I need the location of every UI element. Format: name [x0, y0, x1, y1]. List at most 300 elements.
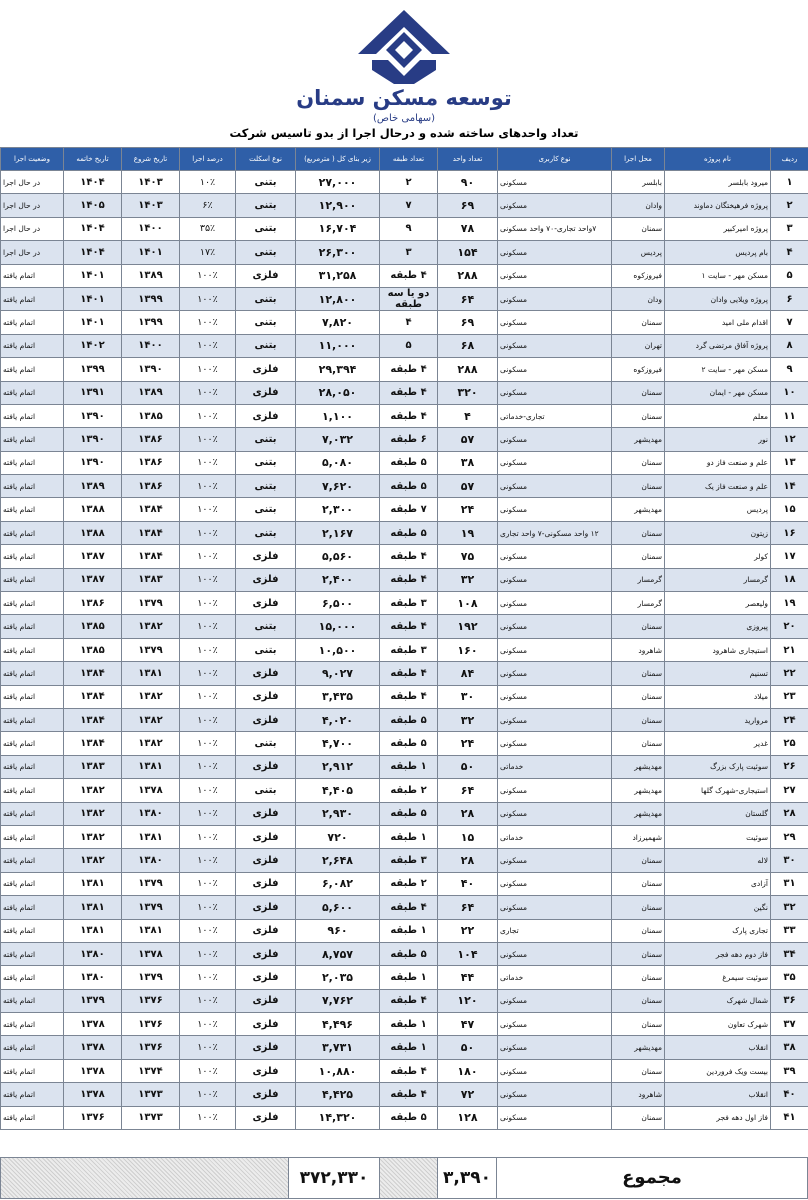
usage-type: تجاری-خدماتی	[498, 404, 612, 427]
progress-percent: ۱۰۰٪	[180, 1083, 236, 1106]
row-number: ۴	[771, 241, 808, 264]
status: اتمام یافته	[1, 872, 64, 895]
location: تهران	[612, 334, 665, 357]
location: سمنان	[612, 311, 665, 334]
progress-percent: ۶٪	[180, 194, 236, 217]
location: سمنان	[612, 966, 665, 989]
usage-type: مسکونی	[498, 428, 612, 451]
structure-type: بتنی	[236, 217, 296, 240]
start-year: ۱۴۰۰	[122, 217, 180, 240]
unit-count: ۲۴	[438, 498, 498, 521]
start-year: ۱۳۸۴	[122, 521, 180, 544]
table-row	[1, 802, 808, 825]
usage-type: مسکونی	[498, 568, 612, 591]
unit-count: ۷۵	[438, 545, 498, 568]
column-header: درصد اجرا	[180, 148, 236, 171]
row-number: ۱	[771, 171, 808, 194]
start-year: ۱۳۸۶	[122, 475, 180, 498]
table-row	[1, 755, 808, 778]
row-number: ۲۲	[771, 662, 808, 685]
progress-percent: ۱۰۰٪	[180, 732, 236, 755]
start-year: ۱۳۷۹	[122, 966, 180, 989]
usage-type: مسکونی	[498, 872, 612, 895]
usage-type: مسکونی	[498, 802, 612, 825]
location: سمنان	[612, 1059, 665, 1082]
column-header: تاریخ خاتمه	[64, 148, 122, 171]
table-row	[1, 428, 808, 451]
total-area: ۱۲,۹۰۰	[296, 194, 380, 217]
row-number: ۳۶	[771, 989, 808, 1012]
status: اتمام یافته	[1, 451, 64, 474]
total-area: ۹,۰۲۷	[296, 662, 380, 685]
table-row	[1, 615, 808, 638]
structure-type: بتنی	[236, 428, 296, 451]
column-header: زیر بنای کل ( مترمربع)	[296, 148, 380, 171]
project-name: میلاد	[665, 685, 771, 708]
floor-count: ۵ طبقه	[380, 475, 438, 498]
column-header: تعداد واحد	[438, 148, 498, 171]
column-header: نوع اسکلت	[236, 148, 296, 171]
totals-area: ۳۷۲,۳۳۰	[288, 1157, 380, 1199]
total-area: ۹۶۰	[296, 919, 380, 942]
project-name: انقلاب	[665, 1083, 771, 1106]
table-row	[1, 638, 808, 661]
total-area: ۷,۰۳۲	[296, 428, 380, 451]
total-area: ۳۱,۲۵۸	[296, 264, 380, 287]
floor-count: ۹	[380, 217, 438, 240]
project-name: مروارید	[665, 708, 771, 731]
floor-count: ۳ طبقه	[380, 849, 438, 872]
status: اتمام یافته	[1, 287, 64, 310]
row-number: ۱۳	[771, 451, 808, 474]
start-year: ۱۳۸۲	[122, 708, 180, 731]
progress-percent: ۱۰۰٪	[180, 568, 236, 591]
structure-type: فلزی	[236, 966, 296, 989]
row-number: ۲۳	[771, 685, 808, 708]
end-year: ۱۴۰۵	[64, 194, 122, 217]
start-year: ۱۴۰۱	[122, 241, 180, 264]
status: اتمام یافته	[1, 755, 64, 778]
floor-count: دو یا سه طبقه	[380, 287, 438, 310]
start-year: ۱۳۷۹	[122, 638, 180, 661]
unit-count: ۴۴	[438, 966, 498, 989]
table-row	[1, 287, 808, 310]
start-year: ۱۳۸۴	[122, 545, 180, 568]
progress-percent: ۱۰۰٪	[180, 685, 236, 708]
total-area: ۱۶,۷۰۴	[296, 217, 380, 240]
usage-type: مسکونی	[498, 241, 612, 264]
structure-type: بتنی	[236, 241, 296, 264]
end-year: ۱۳۷۸	[64, 1036, 122, 1059]
unit-count: ۱۰۸	[438, 592, 498, 615]
progress-percent: ۱۰۰٪	[180, 311, 236, 334]
structure-type: بتنی	[236, 311, 296, 334]
usage-type: مسکونی	[498, 638, 612, 661]
status: اتمام یافته	[1, 498, 64, 521]
table-row	[1, 545, 808, 568]
structure-type: فلزی	[236, 872, 296, 895]
table-row	[1, 1036, 808, 1059]
table-row	[1, 264, 808, 287]
structure-type: بتنی	[236, 475, 296, 498]
location: سمنان	[612, 1013, 665, 1036]
unit-count: ۲۲	[438, 919, 498, 942]
end-year: ۱۳۹۰	[64, 451, 122, 474]
table-row	[1, 217, 808, 240]
project-name: مسکن مهر - سایت ۲	[665, 358, 771, 381]
progress-percent: ۱۰۰٪	[180, 334, 236, 357]
project-name: پروژه ویلایی وادان	[665, 287, 771, 310]
row-number: ۲۰	[771, 615, 808, 638]
row-number: ۷	[771, 311, 808, 334]
unit-count: ۵۰	[438, 755, 498, 778]
project-name: پیروزی	[665, 615, 771, 638]
total-area: ۴,۷۰۰	[296, 732, 380, 755]
total-area: ۱,۱۰۰	[296, 404, 380, 427]
floor-count: ۵ طبقه	[380, 451, 438, 474]
end-year: ۱۳۸۲	[64, 779, 122, 802]
unit-count: ۳۲	[438, 708, 498, 731]
unit-count: ۴	[438, 404, 498, 427]
usage-type: مسکونی	[498, 942, 612, 965]
total-area: ۲۸,۰۵۰	[296, 381, 380, 404]
status: اتمام یافته	[1, 662, 64, 685]
start-year: ۱۳۷۹	[122, 592, 180, 615]
floor-count: ۴ طبقه	[380, 358, 438, 381]
row-number: ۱۶	[771, 521, 808, 544]
floor-count: ۴	[380, 311, 438, 334]
status: اتمام یافته	[1, 1106, 64, 1129]
table-row	[1, 521, 808, 544]
structure-type: فلزی	[236, 825, 296, 848]
progress-percent: ۱۰۰٪	[180, 615, 236, 638]
start-year: ۱۳۷۶	[122, 1013, 180, 1036]
page-header	[0, 0, 808, 147]
unit-count: ۹۰	[438, 171, 498, 194]
project-name: کولر	[665, 545, 771, 568]
location: پردیس	[612, 241, 665, 264]
structure-type: بتنی	[236, 334, 296, 357]
row-number: ۱۵	[771, 498, 808, 521]
table-row	[1, 872, 808, 895]
progress-percent: ۱۰۰٪	[180, 755, 236, 778]
row-number: ۲۷	[771, 779, 808, 802]
unit-count: ۲۸	[438, 802, 498, 825]
total-area: ۲,۶۴۸	[296, 849, 380, 872]
end-year: ۱۳۸۴	[64, 662, 122, 685]
usage-type: مسکونی	[498, 334, 612, 357]
status: در حال اجرا	[1, 241, 64, 264]
usage-type: مسکونی	[498, 896, 612, 919]
table-row	[1, 919, 808, 942]
start-year: ۱۳۸۲	[122, 685, 180, 708]
start-year: ۱۳۸۱	[122, 755, 180, 778]
table-row	[1, 942, 808, 965]
project-name: سوئیت پارک بزرگ	[665, 755, 771, 778]
project-name: فاز اول دهه فجر	[665, 1106, 771, 1129]
usage-type: مسکونی	[498, 1106, 612, 1129]
start-year: ۱۳۷۹	[122, 872, 180, 895]
total-area: ۶,۰۸۲	[296, 872, 380, 895]
progress-percent: ۱۷٪	[180, 241, 236, 264]
total-area: ۱۰,۸۸۰	[296, 1059, 380, 1082]
start-year: ۱۳۸۵	[122, 404, 180, 427]
structure-type: فلزی	[236, 1059, 296, 1082]
end-year: ۱۳۸۴	[64, 685, 122, 708]
floor-count: ۲	[380, 171, 438, 194]
table-row	[1, 475, 808, 498]
unit-count: ۱۵	[438, 825, 498, 848]
status: اتمام یافته	[1, 381, 64, 404]
end-year: ۱۳۸۹	[64, 475, 122, 498]
row-number: ۱۰	[771, 381, 808, 404]
floor-count: ۱ طبقه	[380, 1036, 438, 1059]
start-year: ۱۳۷۸	[122, 779, 180, 802]
floor-count: ۴ طبقه	[380, 545, 438, 568]
start-year: ۱۳۷۶	[122, 1036, 180, 1059]
unit-count: ۴۷	[438, 1013, 498, 1036]
unit-count: ۱۲۸	[438, 1106, 498, 1129]
start-year: ۱۳۸۱	[122, 662, 180, 685]
progress-percent: ۱۰۰٪	[180, 545, 236, 568]
progress-percent: ۱۰۰٪	[180, 451, 236, 474]
usage-type: مسکونی	[498, 989, 612, 1012]
total-area: ۲,۱۶۷	[296, 521, 380, 544]
project-name: مسکن مهر - ایمان	[665, 381, 771, 404]
location: مهدیشهر	[612, 428, 665, 451]
total-area: ۴,۴۰۵	[296, 779, 380, 802]
row-number: ۶	[771, 287, 808, 310]
unit-count: ۶۹	[438, 194, 498, 217]
total-area: ۲,۹۱۲	[296, 755, 380, 778]
status: اتمام یافته	[1, 592, 64, 615]
structure-type: فلزی	[236, 896, 296, 919]
end-year: ۱۳۹۰	[64, 404, 122, 427]
column-header: محل اجرا	[612, 148, 665, 171]
end-year: ۱۳۹۱	[64, 381, 122, 404]
row-number: ۳۱	[771, 872, 808, 895]
location: سمنان	[612, 872, 665, 895]
progress-percent: ۱۰۰٪	[180, 475, 236, 498]
row-number: ۹	[771, 358, 808, 381]
table-row	[1, 849, 808, 872]
table-row	[1, 685, 808, 708]
project-name: اقدام ملی امید	[665, 311, 771, 334]
end-year: ۱۴۰۱	[64, 311, 122, 334]
totals-hatch-floors	[379, 1157, 438, 1199]
unit-count: ۱۹	[438, 521, 498, 544]
column-header: نوع کاربری	[498, 148, 612, 171]
progress-percent: ۱۰۰٪	[180, 849, 236, 872]
location: شهمیرزاد	[612, 825, 665, 848]
end-year: ۱۴۰۴	[64, 217, 122, 240]
column-header: تاریخ شروع	[122, 148, 180, 171]
floor-count: ۱ طبقه	[380, 755, 438, 778]
project-name: پروژه آفاق مرتضی گرد	[665, 334, 771, 357]
status: اتمام یافته	[1, 475, 64, 498]
usage-type: مسکونی	[498, 451, 612, 474]
total-area: ۶,۵۰۰	[296, 592, 380, 615]
progress-percent: ۱۰۰٪	[180, 989, 236, 1012]
location: مهدیشهر	[612, 755, 665, 778]
table-row	[1, 779, 808, 802]
total-area: ۷,۶۲۰	[296, 475, 380, 498]
table-row	[1, 334, 808, 357]
progress-percent: ۱۰۰٪	[180, 404, 236, 427]
usage-type: مسکونی	[498, 171, 612, 194]
table-row	[1, 592, 808, 615]
row-number: ۲۱	[771, 638, 808, 661]
structure-type: فلزی	[236, 662, 296, 685]
structure-type: فلزی	[236, 568, 296, 591]
floor-count: ۳ طبقه	[380, 638, 438, 661]
progress-percent: ۱۰۰٪	[180, 358, 236, 381]
status: اتمام یافته	[1, 779, 64, 802]
start-year: ۱۳۸۲	[122, 615, 180, 638]
end-year: ۱۳۸۲	[64, 802, 122, 825]
location: سمنان	[612, 404, 665, 427]
project-name: پروژه امیرکبیر	[665, 217, 771, 240]
end-year: ۱۳۸۴	[64, 708, 122, 731]
project-name: علم و صنعت فاز یک	[665, 475, 771, 498]
row-number: ۳۹	[771, 1059, 808, 1082]
total-area: ۸,۷۵۷	[296, 942, 380, 965]
total-area: ۳,۷۳۱	[296, 1036, 380, 1059]
total-area: ۲,۰۳۵	[296, 966, 380, 989]
project-name: بام پردیس	[665, 241, 771, 264]
status: اتمام یافته	[1, 521, 64, 544]
floor-count: ۱ طبقه	[380, 919, 438, 942]
location: سمنان	[612, 849, 665, 872]
floor-count: ۴ طبقه	[380, 896, 438, 919]
location: سمنان	[612, 685, 665, 708]
total-area: ۱۰,۵۰۰	[296, 638, 380, 661]
company-subtitle: (سهامی خاص)	[372, 113, 436, 124]
row-number: ۱۱	[771, 404, 808, 427]
status: در حال اجرا	[1, 194, 64, 217]
row-number: ۱۹	[771, 592, 808, 615]
end-year: ۱۳۸۱	[64, 872, 122, 895]
table-row	[1, 1083, 808, 1106]
usage-type: مسکونی	[498, 287, 612, 310]
project-name: نگین	[665, 896, 771, 919]
location: سمنان	[612, 381, 665, 404]
end-year: ۱۴۰۱	[64, 264, 122, 287]
row-number: ۳۴	[771, 942, 808, 965]
row-number: ۴۱	[771, 1106, 808, 1129]
table-row	[1, 1013, 808, 1036]
row-number: ۸	[771, 334, 808, 357]
start-year: ۱۳۸۰	[122, 849, 180, 872]
location: مهدیشهر	[612, 1036, 665, 1059]
progress-percent: ۱۰۰٪	[180, 498, 236, 521]
unit-count: ۳۸	[438, 451, 498, 474]
end-year: ۱۳۸۳	[64, 755, 122, 778]
structure-type: بتنی	[236, 638, 296, 661]
progress-percent: ۱۰۰٪	[180, 264, 236, 287]
table-row	[1, 708, 808, 731]
end-year: ۱۳۷۹	[64, 989, 122, 1012]
project-name: ولیعصر	[665, 592, 771, 615]
status: اتمام یافته	[1, 264, 64, 287]
total-area: ۷۲۰	[296, 825, 380, 848]
end-year: ۱۳۹۰	[64, 428, 122, 451]
row-number: ۱۴	[771, 475, 808, 498]
unit-count: ۲۸	[438, 849, 498, 872]
row-number: ۲	[771, 194, 808, 217]
row-number: ۴۰	[771, 1083, 808, 1106]
end-year: ۱۳۸۰	[64, 942, 122, 965]
start-year: ۱۴۰۳	[122, 171, 180, 194]
progress-percent: ۱۰۰٪	[180, 966, 236, 989]
structure-type: فلزی	[236, 1083, 296, 1106]
project-name: غدیر	[665, 732, 771, 755]
location: سمنان	[612, 708, 665, 731]
unit-count: ۷۲	[438, 1083, 498, 1106]
structure-type: بتنی	[236, 194, 296, 217]
row-number: ۲۵	[771, 732, 808, 755]
progress-percent: ۱۰۰٪	[180, 1013, 236, 1036]
project-name: علم و صنعت فاز دو	[665, 451, 771, 474]
structure-type: بتنی	[236, 171, 296, 194]
floor-count: ۱ طبقه	[380, 825, 438, 848]
structure-type: بتنی	[236, 615, 296, 638]
end-year: ۱۳۸۴	[64, 732, 122, 755]
location: شاهرود	[612, 638, 665, 661]
unit-count: ۱۶۰	[438, 638, 498, 661]
row-number: ۳۸	[771, 1036, 808, 1059]
floor-count: ۶ طبقه	[380, 428, 438, 451]
project-name: شهرک تعاون	[665, 1013, 771, 1036]
unit-count: ۷۸	[438, 217, 498, 240]
total-area: ۱۴,۳۲۰	[296, 1106, 380, 1129]
floor-count: ۷ طبقه	[380, 498, 438, 521]
structure-type: فلزی	[236, 1106, 296, 1129]
unit-count: ۵۷	[438, 475, 498, 498]
structure-type: بتنی	[236, 521, 296, 544]
unit-count: ۶۹	[438, 311, 498, 334]
location: سمنان	[612, 475, 665, 498]
usage-type: مسکونی	[498, 1083, 612, 1106]
table-row	[1, 825, 808, 848]
structure-type: فلزی	[236, 989, 296, 1012]
floor-count: ۵ طبقه	[380, 1106, 438, 1129]
table-row	[1, 404, 808, 427]
structure-type: بتنی	[236, 498, 296, 521]
start-year: ۱۳۷۶	[122, 989, 180, 1012]
floor-count: ۴ طبقه	[380, 404, 438, 427]
total-area: ۱۱,۰۰۰	[296, 334, 380, 357]
project-name: سوئیت سیمرغ	[665, 966, 771, 989]
end-year: ۱۳۸۱	[64, 919, 122, 942]
status: اتمام یافته	[1, 802, 64, 825]
floor-count: ۴ طبقه	[380, 381, 438, 404]
table-row	[1, 194, 808, 217]
floor-count: ۴ طبقه	[380, 662, 438, 685]
totals-row	[0, 1157, 808, 1200]
document-title: تعداد واحدهای ساخته شده و درحال اجرا از بدو تاسیس شرکت	[229, 126, 579, 140]
start-year: ۱۳۷۳	[122, 1106, 180, 1129]
location: وادان	[612, 194, 665, 217]
usage-type: ۷واحد تجاری-۷۰ واحد مسکونی	[498, 217, 612, 240]
location: سمنان	[612, 1106, 665, 1129]
floor-count: ۴ طبقه	[380, 685, 438, 708]
unit-count: ۵۰	[438, 1036, 498, 1059]
column-header: تعداد طبقه	[380, 148, 438, 171]
project-name: زیتون	[665, 521, 771, 544]
project-name: تجاری پارک	[665, 919, 771, 942]
usage-type: مسکونی	[498, 849, 612, 872]
